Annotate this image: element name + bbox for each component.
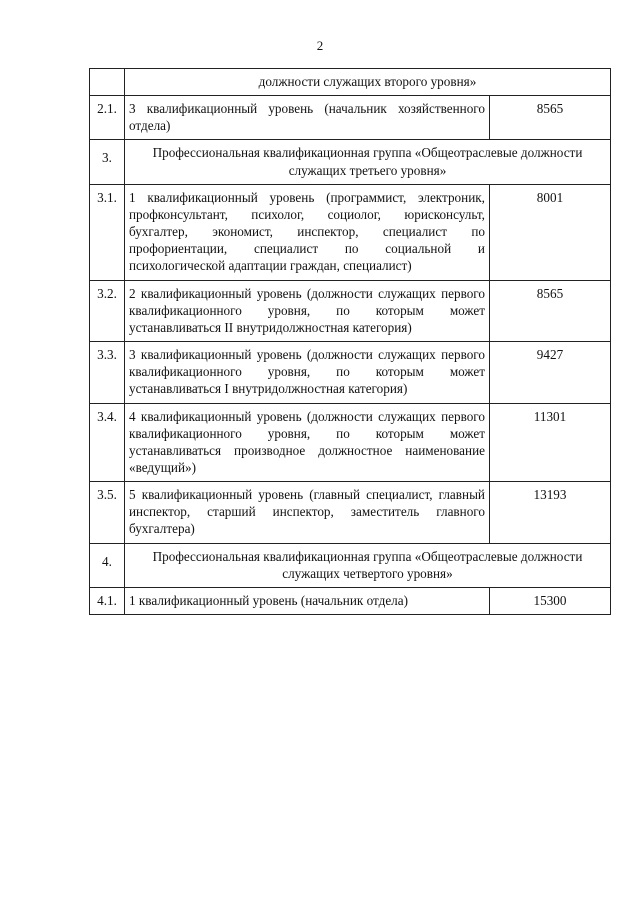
row-number (90, 69, 125, 96)
row-number: 3.1. (90, 184, 125, 280)
level-description: 1 квалификационный уровень (начальник отдела) (125, 587, 490, 614)
table-row (90, 184, 611, 280)
level-description: 3 квалификационный уровень (начальник хозяйственного отдела) (125, 96, 490, 140)
table-body (90, 69, 611, 615)
salary-value: 8565 (489, 96, 610, 140)
row-number: 4. (90, 543, 125, 587)
row-number: 2.1. (90, 96, 125, 140)
level-description: 4 квалификационный уровень (должности служащих первого квалификационного уровня, по которым может устанавливаться производное должностное наименование «ведущий») (125, 403, 490, 482)
table-row (90, 342, 611, 403)
salary-value: 8001 (489, 184, 610, 280)
level-description: 2 квалификационный уровень (должности служащих первого квалификационного уровня, по которым может устанавливаться II внутридолжностная категория) (125, 280, 490, 341)
table-row (90, 96, 611, 140)
table-row-group (90, 140, 611, 184)
row-number: 3.2. (90, 280, 125, 341)
table-row-group (90, 543, 611, 587)
group-heading: Профессиональная квалификационная группа «Общеотраслевые должности служащих четвертого уровня» (125, 543, 611, 587)
salary-value: 13193 (489, 482, 610, 543)
group-heading: Профессиональная квалификационная группа «Общеотраслевые должности служащих третьего уровня» (125, 140, 611, 184)
row-number: 3.3. (90, 342, 125, 403)
row-number: 3. (90, 140, 125, 184)
table-row-group (90, 69, 611, 96)
salary-value: 9427 (489, 342, 610, 403)
group-heading: должности служащих второго уровня» (125, 69, 611, 96)
row-number: 3.4. (90, 403, 125, 482)
table-row (90, 482, 611, 543)
table-row (90, 280, 611, 341)
row-number: 3.5. (90, 482, 125, 543)
table-row (90, 587, 611, 614)
level-description: 3 квалификационный уровень (должности служащих первого квалификационного уровня, по которым может устанавливаться I внутридолжностная категория) (125, 342, 490, 403)
salary-table (89, 68, 611, 615)
salary-value: 8565 (489, 280, 610, 341)
salary-value: 11301 (489, 403, 610, 482)
level-description: 5 квалификационный уровень (главный специалист, главный инспектор, старший инспектор, заместитель главного бухгалтера) (125, 482, 490, 543)
row-number: 4.1. (90, 587, 125, 614)
level-description: 1 квалификационный уровень (программист, электроник, профконсультант, психолог, социолог, юрисконсульт, бухгалтер, экономист, инспектор, специалист по профориентации, специалист по социальной и психологической адаптации граждан, специалист) (125, 184, 490, 280)
salary-value: 15300 (489, 587, 610, 614)
table-row (90, 403, 611, 482)
page-number: 2 (316, 38, 324, 53)
